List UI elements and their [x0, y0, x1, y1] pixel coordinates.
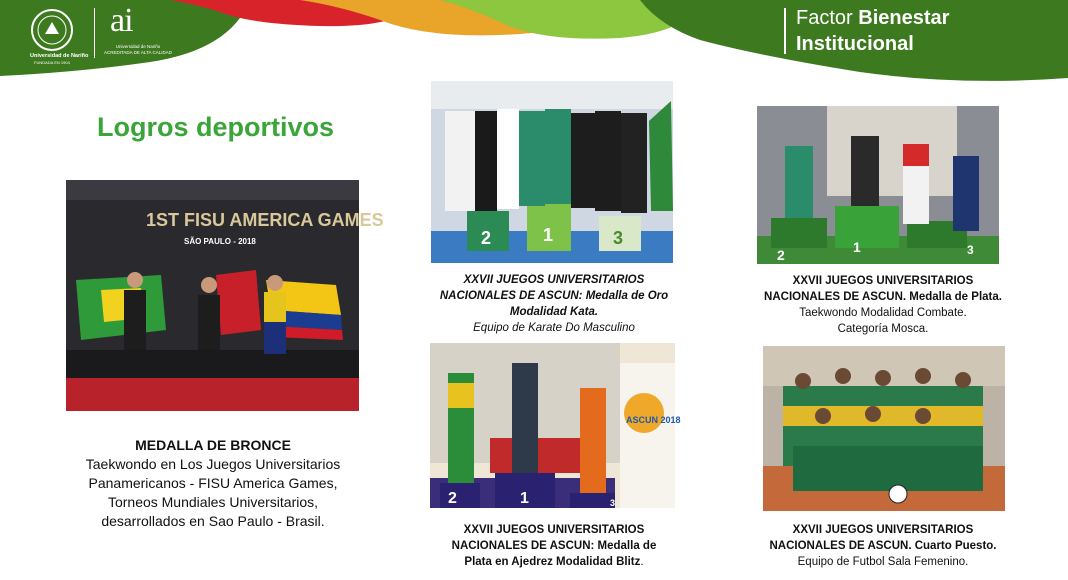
caption-karate-line1: XXVII JUEGOS UNIVERSITARIOS: [463, 274, 645, 286]
caption-karate-line4: Equipo de Karate Do Masculino: [473, 322, 635, 334]
factor-word: Factor: [796, 7, 853, 29]
caption-bronze-line1: Taekwondo en Los Juegos Universitarios: [85, 456, 341, 472]
caption-chess-line2: NACIONALES DE ASCUN: Medalla de: [451, 540, 657, 552]
seal-icon: [30, 8, 74, 52]
ascun-logo-text: ASCUN 2018: [626, 415, 681, 425]
svg-text:1: 1: [853, 239, 861, 255]
photo-taekwondo-podium: [757, 106, 999, 264]
svg-text:1: 1: [520, 490, 529, 507]
fisu-city-text: SÃO PAULO - 2018: [184, 237, 256, 246]
caption-futsal-line3: Equipo de Futbol Sala Femenino.: [797, 556, 969, 568]
svg-text:3: 3: [967, 243, 974, 257]
caption-futsal-line1: XXVII JUEGOS UNIVERSITARIOS: [792, 524, 974, 536]
caption-taekwondo-line4: Categoría Mosca.: [837, 323, 929, 335]
page-title: Logros deportivos: [97, 112, 335, 142]
factor-line1: [796, 7, 949, 30]
photo-chess-podium: [430, 343, 681, 508]
ai-subtitle: [104, 44, 172, 55]
caption-bronze-line4: desarrollados en Sao Paulo - Brasil.: [101, 513, 325, 529]
factor-line2: Institucional: [796, 33, 914, 55]
svg-text:2: 2: [481, 228, 492, 248]
svg-text:2: 2: [448, 490, 457, 507]
caption-chess-line3: [430, 554, 678, 570]
ai-subtitle-line2: ACREDITADA DE ALTA CALIDAD: [104, 49, 173, 55]
caption-taekwondo-line2: NACIONALES DE ASCUN. Medalla de Plata.: [764, 291, 1002, 303]
caption-bronze: [68, 436, 358, 531]
caption-bronze-line2: Panamericanos - FISU America Games,: [88, 475, 338, 491]
caption-bronze-heading: MEDALLA DE BRONCE: [135, 437, 291, 453]
caption-bronze-line3: Torneos Mundiales Universitarios,: [107, 494, 319, 510]
svg-text:3: 3: [613, 228, 624, 248]
caption-karate-line2: NACIONALES DE ASCUN: Medalla de Oro: [439, 290, 669, 302]
photo-fisu-podium: [66, 180, 384, 411]
caption-taekwondo-line3: Taekwondo Modalidad Combate.: [799, 307, 967, 319]
caption-karate: [430, 272, 678, 336]
svg-text:1: 1: [543, 225, 554, 245]
svg-text:2: 2: [777, 247, 785, 263]
caption-futsal-line2: NACIONALES DE ASCUN. Cuarto Puesto.: [769, 540, 997, 552]
caption-taekwondo-line1: XXVII JUEGOS UNIVERSITARIOS: [792, 275, 974, 287]
photo-futsal-team: [763, 346, 1005, 511]
bienestar-word: Bienestar: [858, 7, 950, 29]
university-logo: [30, 2, 173, 68]
caption-chess-line3-end: .: [640, 556, 644, 568]
caption-chess-line3-bold: Plata en Ajedrez Modalidad Blitz: [464, 556, 641, 568]
factor-divider: [784, 8, 786, 54]
university-name: Universidad de Nariño: [30, 53, 89, 59]
ai-accreditation-logo: ai: [110, 2, 133, 39]
university-since: FUNDADA EN 1904: [34, 60, 70, 65]
photo-karate-podium: [431, 81, 673, 263]
ai-subtitle-line1: Universidad de Nariño: [115, 44, 161, 49]
caption-futsal: [752, 522, 1014, 570]
caption-chess: [430, 522, 678, 570]
fisu-banner-text: 1ST FISU AMERICA GAMES: [146, 210, 384, 230]
caption-chess-line1: XXVII JUEGOS UNIVERSITARIOS: [463, 524, 645, 536]
logo-divider: [94, 8, 95, 58]
svg-text:3: 3: [610, 498, 616, 508]
caption-karate-line3: Modalidad Kata.: [509, 306, 599, 318]
caption-taekwondo: [752, 273, 1014, 337]
